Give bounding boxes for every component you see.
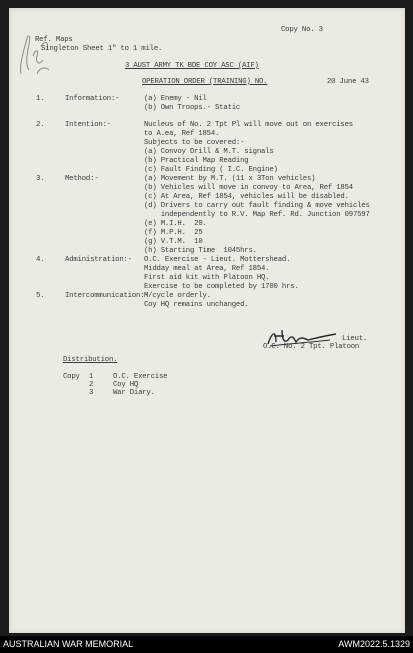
section-line: (b) Vehicles will move in convoy to Area, Ref 1854 [144, 184, 353, 192]
section-line: (a) Enemy - Nil [144, 95, 207, 103]
section-number: 3. [36, 175, 45, 183]
section-number: 1. [36, 95, 45, 103]
section-number: 4. [36, 256, 45, 264]
section-line: (b) Practical Map Reading [144, 157, 249, 165]
section-label: Information:- [65, 95, 120, 103]
section-line: (c) At Area, Ref 1854, vehicles will be disabled. [144, 193, 349, 201]
order-title: OPERATION ORDER (TRAINING) NO. [142, 78, 268, 86]
distribution-copy-no: 1 [89, 373, 94, 381]
section-line: Subjects to be covered:- [144, 139, 245, 147]
section-number: 5. [36, 292, 45, 300]
section-line: (e) M.I.H. 20. [144, 220, 207, 228]
section-label: Method:- [65, 175, 99, 183]
copy-number: Copy No. 3 [281, 26, 323, 34]
section-label: Intention:- [65, 121, 111, 129]
archive-name: AUSTRALIAN WAR MEMORIAL [3, 639, 134, 649]
section-line: (a) Convoy Drill & M.T. signals [144, 148, 274, 156]
distribution-heading: Distribution. [63, 356, 118, 364]
unit-heading: 3 AUST ARMY TK BDE COY ASC (AIF) [125, 62, 259, 70]
section-line: M/cycle orderly. [144, 292, 211, 300]
map-reference: Singleton Sheet 1" to 1 mile. [41, 45, 163, 53]
archive-reference: AWM2022.5.1329 [338, 639, 410, 649]
section-line: (f) M.P.H. 25 [144, 229, 203, 237]
section-line: Exercise to be completed by 1700 hrs. [144, 283, 299, 291]
distribution-copy-no: 3 [89, 389, 94, 397]
document-page [9, 8, 405, 633]
section-line: (c) Fault Finding ( I.C. Engine) [144, 166, 278, 174]
section-line: to A.ea, Ref 1854. [144, 130, 220, 138]
section-line: (d) Drivers to carry out fault finding & move vehicles [144, 202, 370, 210]
distribution-recipient: O.C. Exercise [113, 373, 168, 381]
section-number: 2. [36, 121, 45, 129]
section-line: (b) Own Troops.- Static [144, 104, 241, 112]
section-line: independently to R.V. Map Ref. Rd. Junction 097597 [144, 211, 370, 219]
signature-rank: Lieut. [342, 335, 368, 343]
order-date: 20 June 43 [327, 78, 369, 86]
distribution-recipient: War Diary. [113, 389, 155, 397]
section-line: Coy HQ remains unchanged. [144, 301, 249, 309]
distribution-copy-no: 2 [89, 381, 94, 389]
distribution-recipient: Coy HQ [113, 381, 139, 389]
signature-title: O.C. No. 2 Tpt. Platoon [263, 343, 360, 351]
archive-footer [0, 636, 413, 653]
section-label: Administration:- [65, 256, 132, 264]
section-line: Nucleus of No. 2 Tpt Pl will move out on exercises [144, 121, 353, 129]
section-line: (h) Starting Time 1045hrs. [144, 247, 257, 255]
section-line: (a) Movement by M.T. (11 x 3Ton vehicles) [144, 175, 316, 183]
section-line: (g) V.T.M. 10 [144, 238, 203, 246]
copy-label: Copy [63, 373, 80, 381]
section-line: Midday meal at Area, Ref 1854. [144, 265, 270, 273]
reference-maps: Ref. Maps [35, 36, 73, 44]
section-label: Intercommunication:- [65, 292, 149, 300]
section-line: O.C. Exercise - Lieut. Mottershead. [144, 256, 291, 264]
section-line: First aid kit with Platoon HQ. [144, 274, 270, 282]
